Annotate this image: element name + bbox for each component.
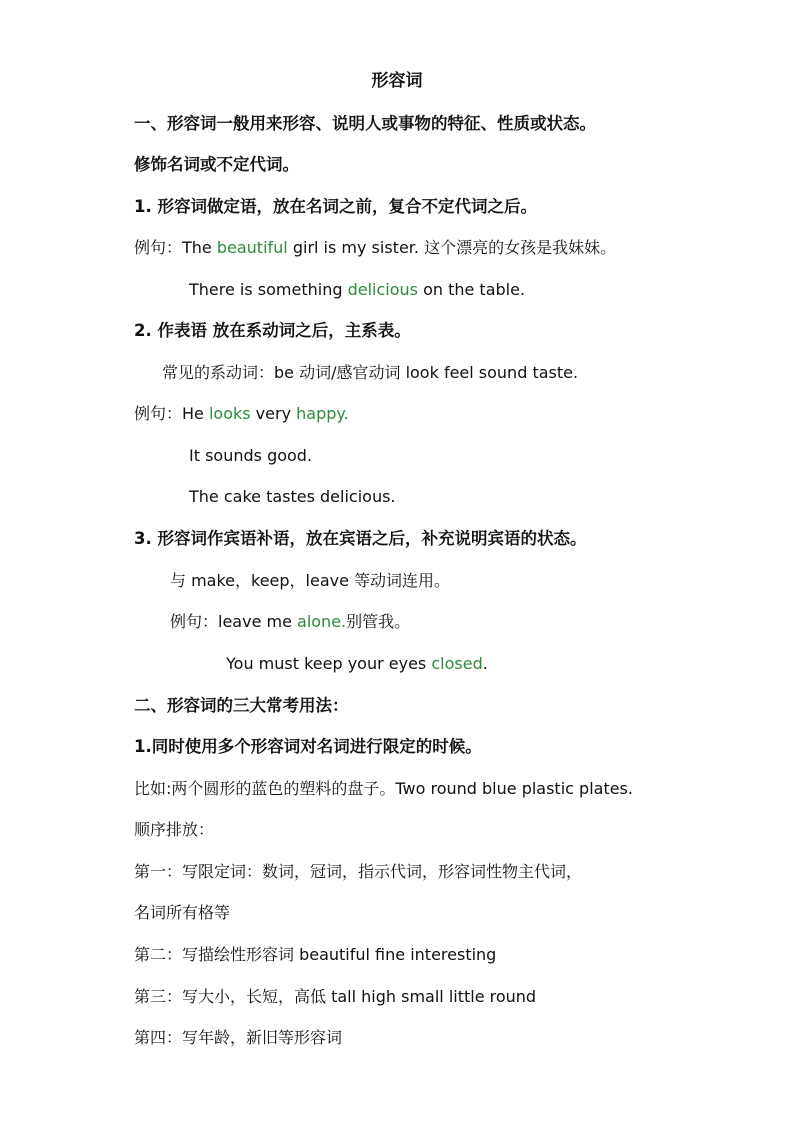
example-3 [134, 404, 349, 424]
usage-1-example: 比如:两个圆形的蓝色的塑料的盘子。Two round blue plastic plates. [134, 779, 633, 798]
section-two-heading: 二、形容词的三大常考用法： [134, 696, 349, 715]
example-3-text-a: 例句：He [134, 404, 209, 423]
example-3-text-b: very [250, 404, 297, 423]
point-2-heading: 2. 作表语 放在系动词之后，主系表。 [134, 321, 411, 340]
section-one-heading: 一、形容词一般用来形容、说明人或事物的特征、性质或状态。 [134, 114, 596, 133]
example-7-text-a: You must keep your eyes [226, 654, 432, 673]
example-4: It sounds good. [189, 446, 313, 465]
example-6 [170, 612, 410, 632]
example-7-text-b: . [482, 654, 488, 673]
example-5: The cake tastes delicious. [189, 487, 396, 506]
order-1-cont: 名词所有格等 [134, 903, 231, 922]
order-label: 顺序排放： [134, 820, 215, 839]
usage-1-heading: 1.同时使用多个形容词对名词进行限定的时候。 [134, 737, 482, 756]
example-6-text-a: 例句：leave me [170, 612, 298, 631]
example-1-highlight: beautiful [216, 238, 288, 257]
example-6-text-b: 别管我。 [346, 612, 411, 631]
example-7 [226, 654, 488, 674]
example-1 [134, 238, 616, 258]
example-2-highlight: delicious [347, 280, 418, 299]
example-1-text-a: 例句：The [134, 238, 217, 257]
point-1-heading: 1. 形容词做定语，放在名词之前，复合不定代词之后。 [134, 197, 537, 216]
example-1-text-b: girl is my sister. 这个漂亮的女孩是我妹妹。 [287, 238, 617, 257]
example-2-text-b: on the table. [417, 280, 526, 299]
example-3-highlight-2: happy. [296, 404, 349, 423]
example-2 [189, 280, 525, 300]
order-3: 第三：写大小，长短，高低 tall high small little round [134, 987, 537, 1006]
example-7-highlight: closed [431, 654, 483, 673]
order-2: 第二：写描绘性形容词 beautiful fine interesting [134, 945, 497, 964]
order-1: 第一：写限定词：数词，冠词，指示代词，形容词性物主代词， [134, 862, 583, 881]
page-title: 形容词 [371, 71, 423, 91]
example-6-highlight: alone. [297, 612, 347, 631]
example-3-highlight-1: looks [208, 404, 251, 423]
linking-verbs-note: 常见的系动词：be 动词/感官动词 look feel sound taste. [162, 363, 579, 382]
order-4: 第四：写年龄，新旧等形容词 [134, 1028, 343, 1047]
section-one-heading-cont: 修饰名词或不定代词。 [134, 155, 299, 174]
example-2-text-a: There is something [189, 280, 348, 299]
verbs-note: 与 make，keep，leave 等动词连用。 [170, 571, 451, 590]
point-3-heading: 3. 形容词作宾语补语，放在宾语之后，补充说明宾语的状态。 [134, 529, 587, 548]
